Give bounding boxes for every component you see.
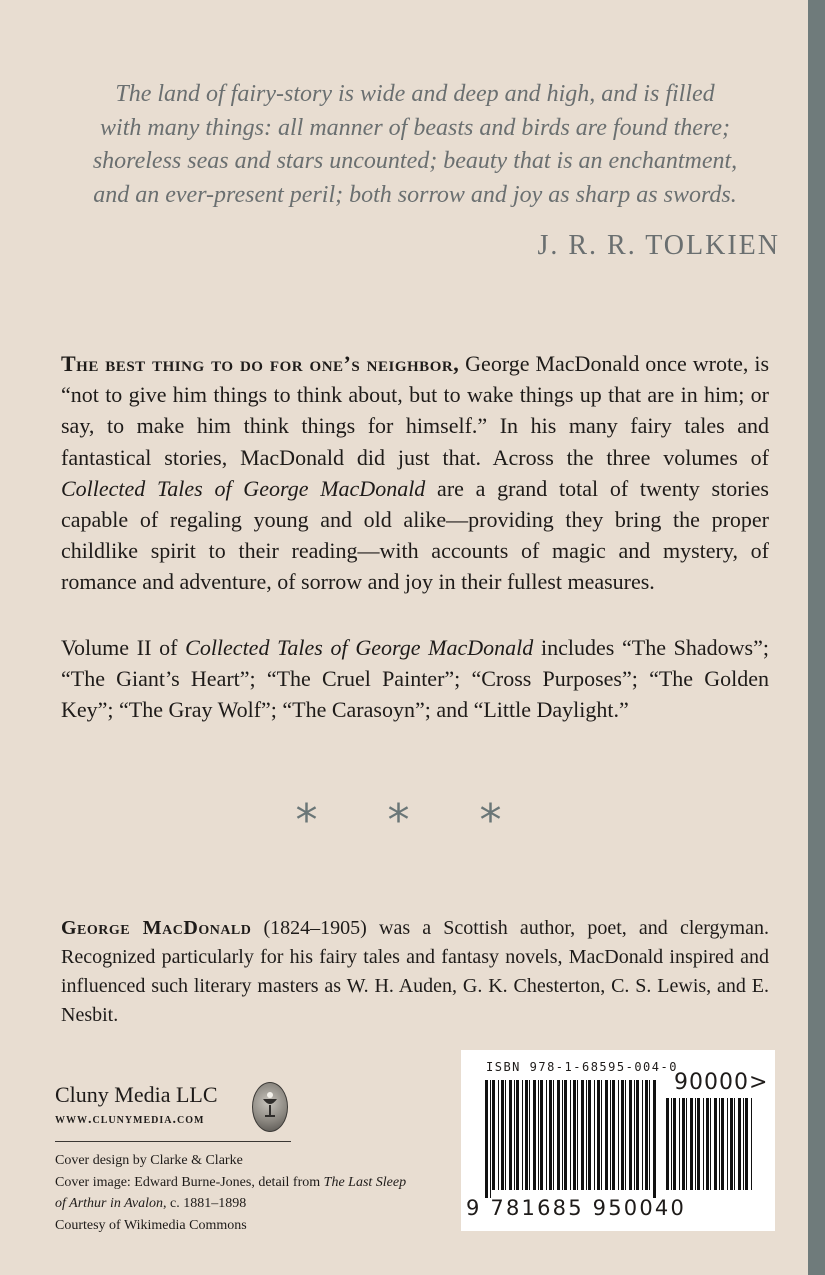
barcode-bar [629,1080,632,1190]
author-bio [61,914,769,1030]
cover-image-credit [55,1172,406,1194]
barcode-bar [682,1098,685,1190]
barcode-bar [485,1080,488,1198]
barcode-bar [564,1080,567,1190]
barcode-bar [686,1098,687,1190]
barcode-bar [642,1080,643,1190]
barcode-bar [673,1098,676,1190]
cover-image-credit-line-2 [55,1193,406,1215]
barcode-bar [625,1080,626,1190]
barcode-bar [679,1098,680,1190]
barcode-bar [492,1080,495,1190]
publisher-name: Cluny Media LLC [55,1082,218,1107]
description-text-2: are a grand total of twenty stories capable of regaling young and old alike—providing they bring the proper childlike spirit to their reading—with accounts of magic and mystery, of romance and adventure, of sorrow and joy in their fullest measures. [61,475,769,595]
barcode-bar [666,1098,669,1190]
barcode-bar [538,1080,539,1190]
barcode-bar [505,1080,506,1190]
barcode-bar [710,1098,711,1190]
barcode-bar [601,1080,602,1190]
barcode-bar [719,1098,720,1190]
barcode-bar [557,1080,560,1190]
barcode-bar [618,1080,619,1190]
barcode-bar [721,1098,724,1190]
volume-pre: Volume II of [61,635,186,660]
author-bio-text: (1824–1905) was a Scottish author, poet, and clergyman. Recognized particularly for his fairy tales and fantasy novels, MacDonald inspired and influenced such literary masters as W. H. Auden, G. K. Chesterton, C. S. Lewis, and E. Nesbit. [61,917,769,1026]
isbn-barcode [461,1050,775,1231]
barcode-bar [695,1098,696,1190]
description-text: George MacDonald once wrote, is “not to give him things to think about, but to wake things up that are in him; or say, to make him think things for himself.” In his many fairy tales and fantastical stories, MacDonald did just that. Across the three volumes of [61,351,770,470]
quote-attribution: J. R. R. TOLKIEN [537,230,780,261]
barcode-bar [586,1080,587,1190]
volume-story-list: includes “The Shadows”; “The Giant’s Heart”; “The Cruel Painter”; “Cross Purposes”; “The Golden Key”; “The Gray Wolf”; “The Carasoyn”; and “Little Daylight.” [61,635,769,723]
barcode-bar [645,1080,648,1190]
barcode-bar [588,1080,591,1190]
barcode-bar [605,1080,608,1190]
barcode-bar [514,1080,515,1190]
barcode-bar [549,1080,552,1190]
publisher-url: www.clunymedia.com [55,1112,205,1127]
barcode-bar [553,1080,554,1190]
barcode-bar [562,1080,563,1190]
divider-rule [55,1141,291,1142]
barcode-bar [743,1098,744,1190]
quote-line: shoreless seas and stars uncounted; beauty that is an enchantment, [92,148,738,174]
price-code: 90000> [674,1070,769,1095]
section-separator: * * * [295,795,530,846]
barcode-bar [498,1080,499,1190]
barcode-bar [621,1080,624,1190]
barcode-digits: 9 781685 950040 [466,1196,687,1220]
description-lead: The best thing to do for one’s neighbor, [61,351,460,376]
epigraph-quote [60,78,770,212]
cover-design-credit: Cover design by Clarke & Clarke [55,1153,243,1168]
barcode-bar [540,1080,543,1190]
barcode-bar [706,1098,709,1190]
cover-credits [55,1150,406,1236]
barcode-bar [525,1080,528,1190]
barcode-bar [581,1080,584,1190]
image-credit-date: , c. 1881–1898 [163,1196,247,1211]
barcode-bar [597,1080,600,1190]
volume-series-title: Collected Tales of George MacDonald [185,635,534,660]
series-title: Collected Tales of George MacDonald [61,475,426,501]
barcode-bar [577,1080,578,1190]
barcode-bar [501,1080,504,1190]
barcode-bar [594,1080,595,1190]
barcode-bar [490,1080,491,1198]
painting-title-part-2: of Arthur in Avalon [55,1196,163,1211]
barcode-bar [734,1098,735,1190]
barcode-bar [751,1098,752,1190]
barcode-bar [730,1098,733,1190]
barcode-bar [634,1080,635,1190]
isbn-label: ISBN 978-1-68595-004-0 [486,1060,678,1074]
quote-line: with many things: all manner of beasts and birds are found there; [100,114,730,141]
barcode-bar [509,1080,512,1190]
author-name: George MacDonald [61,917,252,939]
publisher-block [55,1082,218,1128]
courtesy-credit: Courtesy of Wikimedia Commons [55,1217,247,1233]
barcode-bar [697,1098,700,1190]
barcode-bar [529,1080,530,1190]
book-description [61,348,769,598]
barcode-bar [714,1098,717,1190]
barcode-bar [546,1080,547,1190]
barcode-bar [703,1098,704,1190]
barcode-bar [671,1098,672,1190]
barcode-bar [570,1080,571,1190]
barcode-bar [745,1098,748,1190]
image-credit-pre: Cover image: Edward Burne-Jones, detail from [55,1174,324,1190]
barcode-bar [573,1080,576,1190]
barcode-bar [522,1080,523,1190]
barcode-bar [636,1080,639,1190]
barcode-bar [610,1080,611,1190]
book-spine-edge [808,0,825,1275]
barcode-bar [516,1080,519,1190]
barcode-bar [533,1080,536,1190]
quote-line: The land of fairy-story is wide and deep and high, and is filled [115,81,715,107]
barcode-bar [653,1080,656,1198]
volume-contents [61,632,769,726]
barcode-bar [727,1098,728,1190]
barcode-bar [690,1098,693,1190]
barcode-bar [649,1080,650,1190]
barcode-bar [612,1080,615,1190]
quote-line: and an ever-present peril; both sorrow and joy as sharp as swords. [93,181,737,208]
barcode-bar [738,1098,741,1190]
publisher-seal-icon [252,1082,288,1132]
painting-title-part-1: The Last Sleep [323,1174,407,1190]
